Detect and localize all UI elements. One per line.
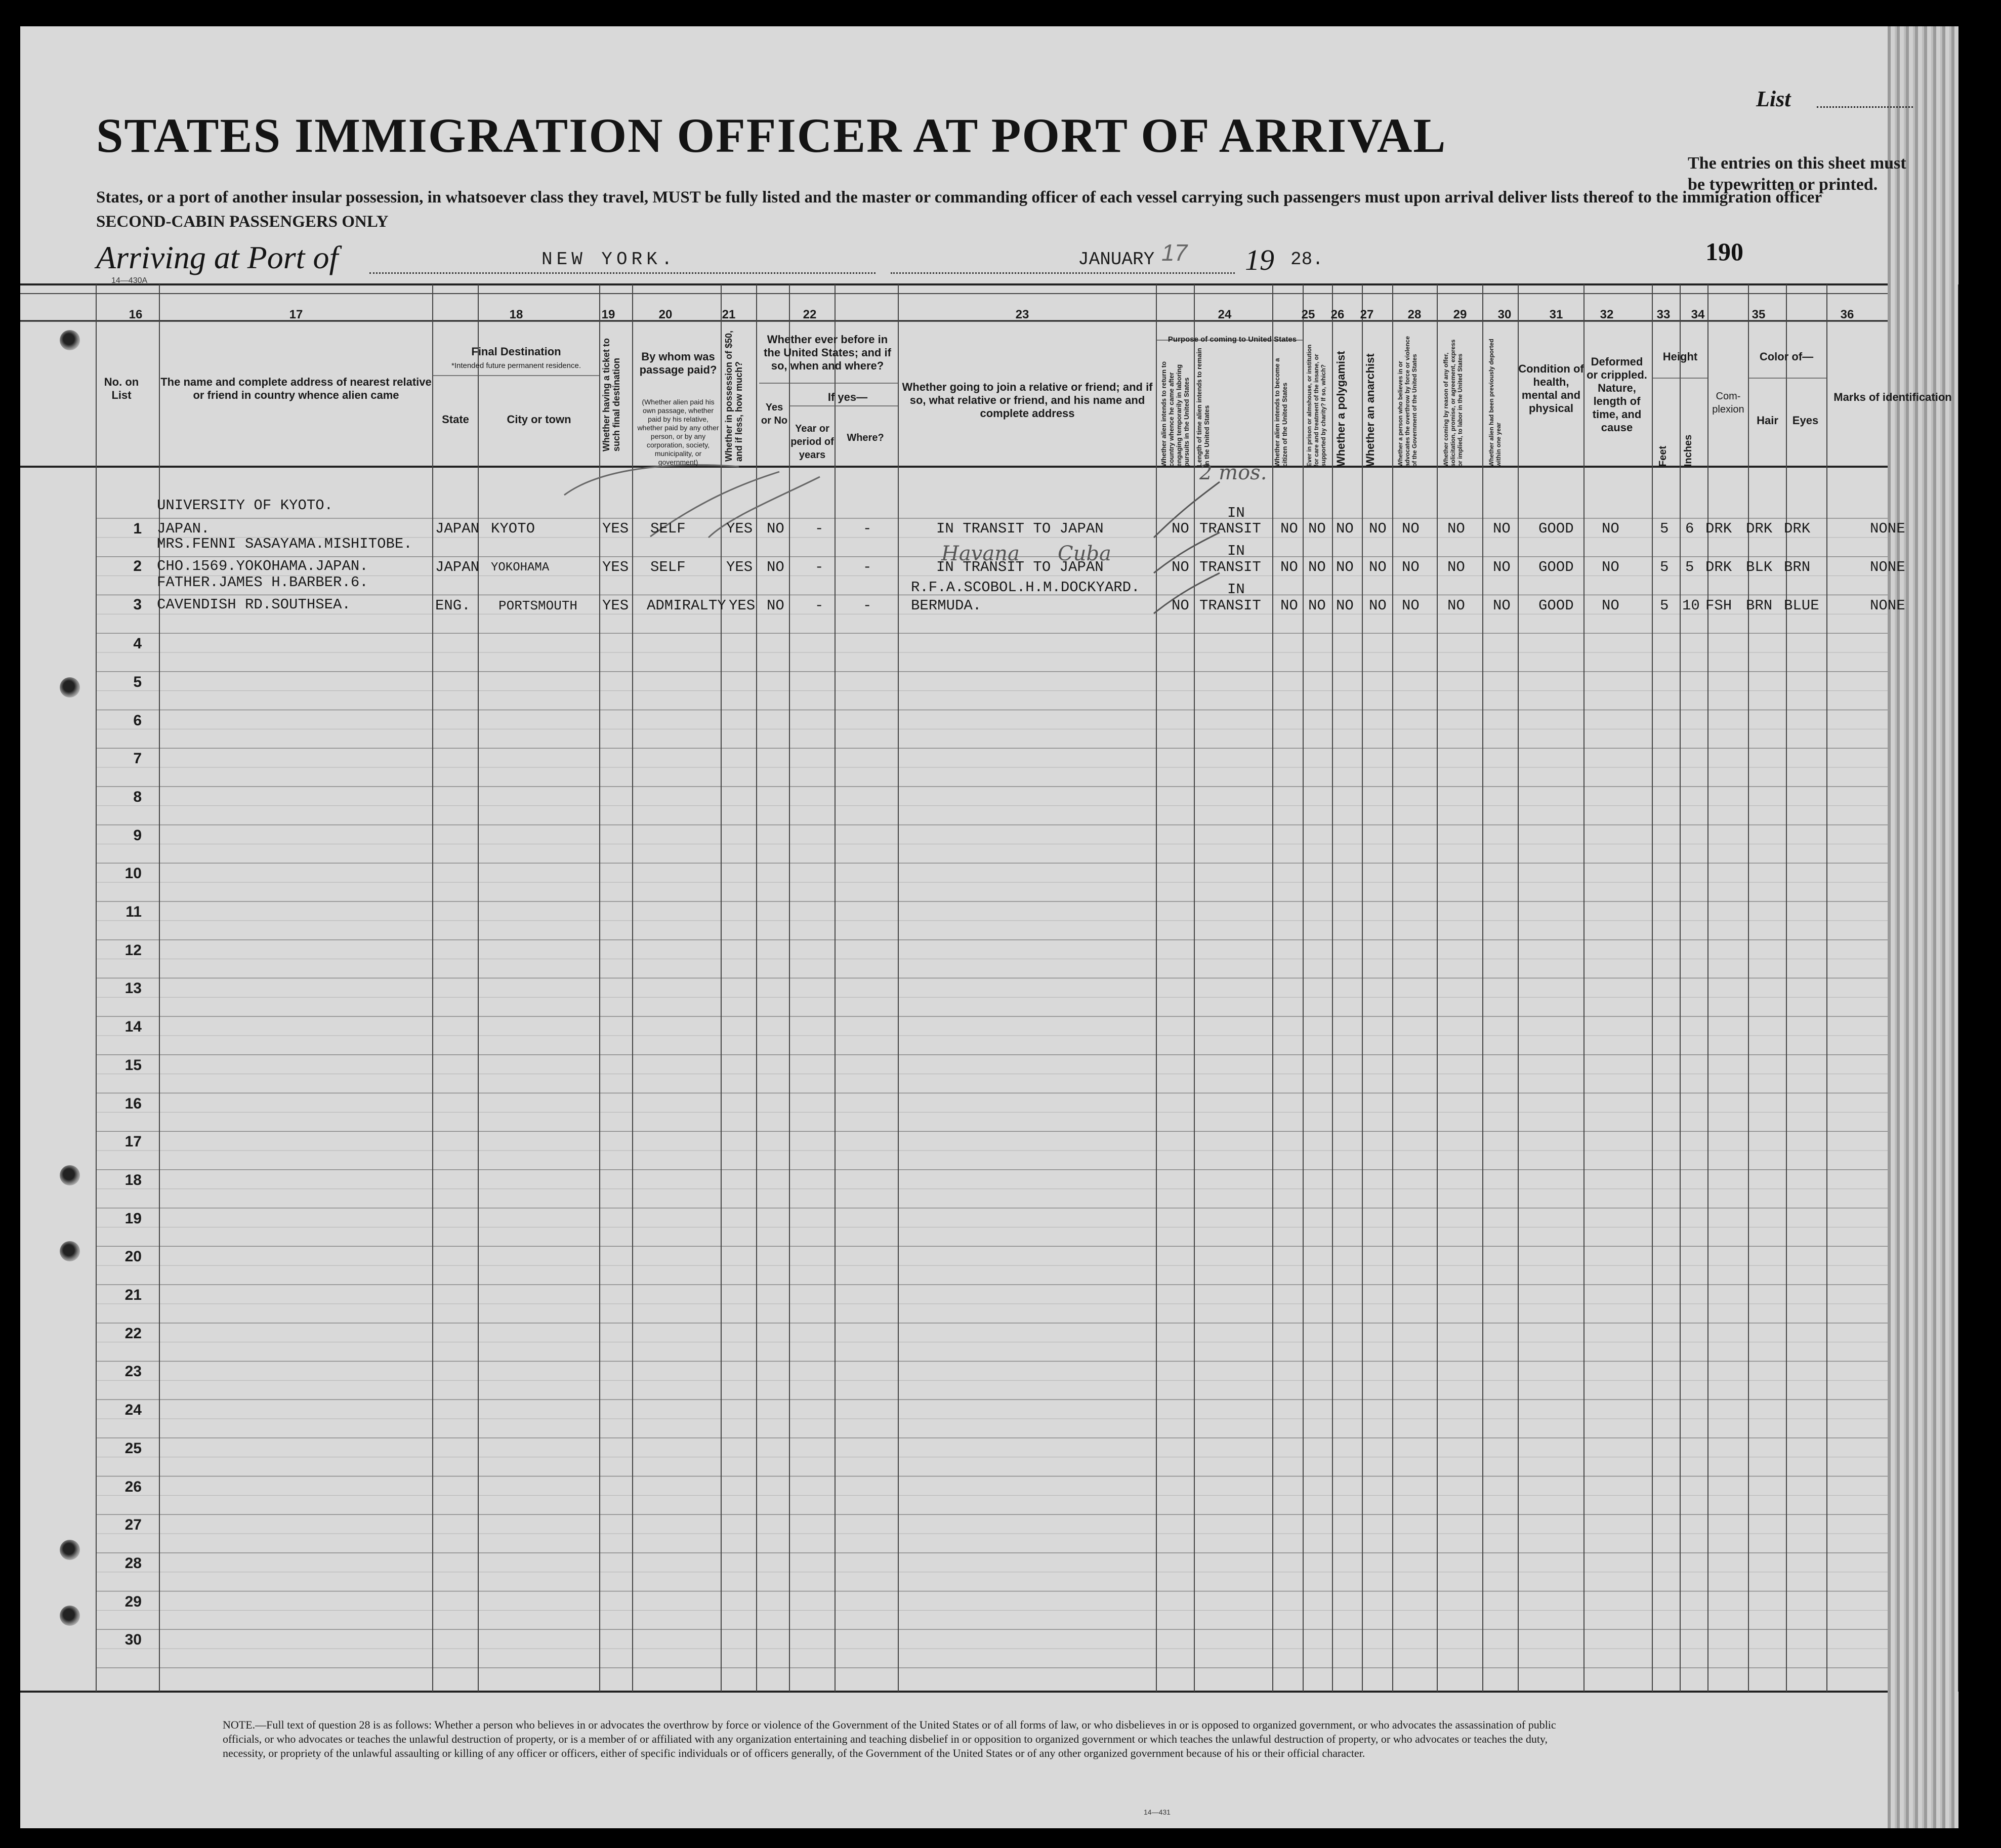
row-number: 21 bbox=[124, 1287, 142, 1303]
col-number: 35 bbox=[1752, 308, 1766, 321]
overthrow-cell: NO bbox=[1402, 597, 1420, 614]
complexion-cell: DRK bbox=[1705, 559, 1732, 576]
possession-cell: YES bbox=[729, 597, 756, 614]
overthrow-cell: NO bbox=[1402, 559, 1420, 576]
citizen-cell: NO bbox=[1280, 520, 1298, 537]
row-number: 9 bbox=[133, 827, 142, 844]
purpose-return-cell: NO bbox=[1172, 597, 1189, 614]
marks-cell: NONE bbox=[1870, 559, 1905, 576]
col-number: 26 bbox=[1330, 308, 1345, 321]
state-cell: JAPAN bbox=[435, 520, 480, 537]
header-eyes: Eyes bbox=[1792, 414, 1819, 427]
row-number: 6 bbox=[133, 712, 142, 729]
relative-address-line: JAPAN. bbox=[157, 520, 210, 537]
deformed-cell: NO bbox=[1602, 520, 1619, 537]
marks-cell: NONE bbox=[1870, 597, 1905, 614]
row-number: 7 bbox=[133, 750, 142, 767]
row-number: 24 bbox=[124, 1402, 142, 1419]
row-number: 29 bbox=[124, 1593, 142, 1610]
col-number: 27 bbox=[1360, 308, 1374, 321]
col-number: 23 bbox=[1015, 308, 1029, 321]
instructions-text: States, or a port of another insular possession, in whatsoever class they travel, MUST be fully listed and the master or commanding officer of each vessel carrying such passengers must upon arrival deliver lists thereof to the immigration officer bbox=[96, 188, 1822, 207]
hair-cell: DRK bbox=[1746, 520, 1773, 537]
citizen-cell: NO bbox=[1280, 559, 1298, 576]
row-number: 18 bbox=[124, 1171, 142, 1188]
relative-address-line: CHO.1569.YOKOHAMA.JAPAN. bbox=[157, 558, 368, 574]
prison-cell: NO bbox=[1308, 559, 1326, 576]
typed-note-line: The entries on this sheet must bbox=[1688, 154, 1906, 173]
col-number: 25 bbox=[1301, 308, 1315, 321]
row-number: 16 bbox=[124, 1095, 142, 1112]
where-cell: - bbox=[863, 559, 872, 576]
handwritten-note: 2 mos. bbox=[1199, 461, 1267, 484]
handwritten-note: Cuba bbox=[1058, 542, 1111, 565]
port-name: NEW YORK. bbox=[541, 249, 677, 270]
eyes-cell: BLUE bbox=[1784, 597, 1819, 614]
manifest-page bbox=[20, 26, 1958, 1828]
header-passage: By whom was passage paid? bbox=[639, 350, 717, 376]
labor-cell: NO bbox=[1447, 597, 1465, 614]
col-number: 34 bbox=[1691, 308, 1705, 321]
row-number: 10 bbox=[124, 865, 142, 882]
purpose-length-cell: IN bbox=[1227, 505, 1245, 521]
passage-cell: ADMIRALTY bbox=[647, 597, 726, 614]
city-cell: KYOTO bbox=[491, 520, 535, 537]
header-final-destination: Final Destination bbox=[471, 345, 561, 358]
grid-rules bbox=[20, 284, 1958, 1692]
row-number: 25 bbox=[124, 1440, 142, 1457]
ticket-cell: YES bbox=[602, 597, 629, 614]
hair-cell: BLK bbox=[1746, 559, 1773, 576]
header-polygamist: Whether a polygamist bbox=[1335, 351, 1347, 467]
row-number: 15 bbox=[124, 1056, 142, 1074]
ever-before-cell: NO bbox=[767, 559, 784, 576]
state-cell: ENG. bbox=[435, 597, 471, 614]
form-code: 14—430A bbox=[111, 276, 148, 285]
typed-note-line: be typewritten or printed. bbox=[1688, 175, 1878, 194]
header-ever-before: Whether ever before in the United States; and if so, when and where? bbox=[764, 333, 891, 372]
header-marks: Marks of identification bbox=[1833, 391, 1952, 403]
col-number: 18 bbox=[509, 308, 523, 321]
page-title: STATES IMMIGRATION OFFICER AT PORT OF ARRIVAL bbox=[96, 108, 1447, 162]
header-city: City or town bbox=[507, 413, 571, 426]
header-possession: Whether in possession of $50, and if less, how much? bbox=[724, 330, 744, 462]
row-number: 4 bbox=[133, 635, 142, 652]
row-number: 17 bbox=[124, 1133, 142, 1151]
deported-cell: NO bbox=[1493, 597, 1511, 614]
header-color-of: Color of— bbox=[1759, 350, 1814, 363]
row-number: 27 bbox=[124, 1516, 142, 1534]
header-join: Whether going to join a relative or friend; and if so, what relative or friend, and his name and complete address bbox=[902, 381, 1153, 420]
row-number: 8 bbox=[133, 788, 142, 805]
ticket-cell: YES bbox=[602, 559, 629, 576]
purpose-length-cell: IN bbox=[1227, 581, 1245, 598]
inches-cell: 10 bbox=[1682, 597, 1700, 614]
header-ticket: Whether having a ticket to such final destination bbox=[601, 338, 621, 451]
purpose-return-cell: NO bbox=[1172, 559, 1189, 576]
year-suffix: 28. bbox=[1290, 249, 1323, 270]
inches-cell: 5 bbox=[1685, 559, 1694, 576]
header-prison: Ever in prison or almshouse, or institution for care and treatment of the insane, or supported by charity? If so, which? bbox=[1306, 344, 1327, 467]
header-purpose-length: Length of time alien intends to remain in the United States bbox=[1195, 348, 1211, 467]
header-labor-offer: Whether coming by reason of any offer, solicitation, promise, or agreement, express or implied, to labor in the United States bbox=[1442, 339, 1464, 467]
ever-before-cell: NO bbox=[767, 520, 784, 537]
relative-address-line: UNIVERSITY OF KYOTO. bbox=[157, 497, 334, 514]
deported-cell: NO bbox=[1493, 559, 1511, 576]
labor-cell: NO bbox=[1447, 559, 1465, 576]
col-number: 17 bbox=[289, 308, 303, 321]
header-relative: The name and complete address of nearest relative or friend in country whence alien came bbox=[160, 376, 432, 401]
join-cell: IN TRANSIT TO JAPAN bbox=[936, 559, 1104, 576]
row-number: 2 bbox=[133, 558, 142, 574]
health-cell: GOOD bbox=[1538, 520, 1574, 537]
purpose-length-cell: TRANSIT bbox=[1199, 559, 1261, 576]
hair-cell: BRN bbox=[1746, 597, 1773, 614]
header-no-on-list: No. on List bbox=[104, 376, 139, 401]
join-cell: IN TRANSIT TO JAPAN bbox=[936, 520, 1104, 537]
header-passage-note: (Whether alien paid his own passage, whether paid by his relative, whether paid by any other person, or by any corporation, society, municipality, or government) bbox=[637, 398, 719, 466]
anarchist-cell: NO bbox=[1369, 597, 1387, 614]
header-hair: Hair bbox=[1757, 414, 1778, 427]
anarchist-cell: NO bbox=[1369, 559, 1387, 576]
feet-cell: 5 bbox=[1660, 597, 1669, 614]
header-purpose-return: Whether alien intends to return to country whence he came after engaging temporarily in laboring pursuits in the United States bbox=[1160, 361, 1190, 467]
col-number: 36 bbox=[1840, 308, 1854, 321]
health-cell: GOOD bbox=[1538, 559, 1574, 576]
anarchist-cell: NO bbox=[1369, 520, 1387, 537]
col-number: 16 bbox=[129, 308, 143, 321]
marks-cell: NONE bbox=[1870, 520, 1905, 537]
possession-cell: YES bbox=[726, 559, 753, 576]
where-cell: - bbox=[863, 597, 872, 614]
polygamist-cell: NO bbox=[1336, 597, 1354, 614]
handwritten-note: Havana bbox=[941, 542, 1020, 565]
col-number: 19 bbox=[601, 308, 615, 321]
header-where: Where? bbox=[847, 432, 884, 443]
col-number: 20 bbox=[658, 308, 673, 321]
row-number: 28 bbox=[124, 1554, 142, 1572]
row-number: 5 bbox=[133, 673, 142, 690]
purpose-length-cell: IN bbox=[1227, 543, 1245, 559]
row-number: 20 bbox=[124, 1248, 142, 1265]
purpose-length-cell: TRANSIT bbox=[1199, 597, 1261, 614]
row-number: 11 bbox=[126, 904, 142, 920]
header-complexion: Com-plexion bbox=[1712, 391, 1744, 415]
city-cell: YOKOHAMA bbox=[491, 561, 550, 574]
list-label: List bbox=[1756, 87, 1791, 111]
ticket-cell: YES bbox=[602, 520, 629, 537]
arriving-label: Arriving at Port of bbox=[96, 239, 339, 275]
arrival-day: 17 bbox=[1161, 239, 1188, 266]
col-number: 22 bbox=[803, 308, 817, 321]
row-number: 3 bbox=[133, 596, 142, 613]
eyes-cell: BRN bbox=[1784, 559, 1811, 576]
col-number: 32 bbox=[1600, 308, 1614, 321]
header-purpose: Purpose of coming to United States bbox=[1168, 335, 1297, 344]
col-number: 31 bbox=[1549, 308, 1563, 321]
period-cell: - bbox=[815, 559, 824, 576]
prison-cell: NO bbox=[1308, 520, 1326, 537]
header-yes-no: Yes or No bbox=[761, 402, 788, 426]
period-cell: - bbox=[815, 597, 824, 614]
complexion-cell: DRK bbox=[1705, 520, 1732, 537]
join-cell: BERMUDA. bbox=[911, 597, 982, 614]
deformed-cell: NO bbox=[1602, 597, 1619, 614]
labor-cell: NO bbox=[1447, 520, 1465, 537]
possession-cell: YES bbox=[726, 520, 753, 537]
row-number: 30 bbox=[124, 1631, 142, 1649]
footer-note: NOTE.—Full text of question 28 is as follows: Whether a person who believes in or advocates the overthrow by force or violence of the Government of the United States or of all forms of law, or who disbelieves in or is opposed to organized government, or who advocates the assassination of public officials, or who advocates or teaches the unlawful destruction of property, or is a member of or affiliated with any organization entertaining and teaching disbelief in or opposition to organized government or which teaches the unlawful destruction of property, or who advocates or teaches the duty, necessity, or propriety of the unlawful assaulting or killing of any officer or officers, either of specific individuals or of officers generally, of the Government of the United States or of any other organized government because of his or their official character. bbox=[223, 1718, 1556, 1759]
header-year-period: Year or period of years bbox=[790, 423, 834, 461]
overthrow-cell: NO bbox=[1402, 520, 1420, 537]
class-label: SECOND-CABIN PASSENGERS ONLY bbox=[96, 213, 389, 231]
join-cell: R.F.A.SCOBOL.H.M.DOCKYARD. bbox=[911, 579, 1140, 596]
header-if-yes: If yes— bbox=[827, 391, 868, 403]
deformed-cell: NO bbox=[1602, 559, 1619, 576]
col-number: 28 bbox=[1407, 308, 1422, 321]
feet-cell: 5 bbox=[1660, 520, 1669, 537]
relative-address-line: CAVENDISH RD.SOUTHSEA. bbox=[157, 596, 351, 613]
ever-before-cell: NO bbox=[767, 597, 784, 614]
col-number: 21 bbox=[722, 308, 736, 321]
row-number: 12 bbox=[124, 941, 142, 959]
row-number: 26 bbox=[124, 1478, 142, 1495]
col-number: 33 bbox=[1656, 308, 1671, 321]
relative-address-line: MRS.FENNI SASAYAMA.MISHITOBE. bbox=[157, 536, 412, 552]
feet-cell: 5 bbox=[1660, 559, 1669, 576]
arrival-month: JANUARY bbox=[1078, 249, 1155, 270]
period-cell: - bbox=[815, 520, 824, 537]
passage-cell: SELF bbox=[650, 559, 686, 576]
complexion-cell: FSH bbox=[1705, 597, 1732, 614]
footer-form-code: 14—431 bbox=[1144, 1808, 1171, 1816]
where-cell: - bbox=[863, 520, 872, 537]
row-number: 14 bbox=[124, 1018, 142, 1036]
prison-cell: NO bbox=[1308, 597, 1326, 614]
city-cell: PORTSMOUTH bbox=[498, 598, 578, 613]
pen-stroke bbox=[564, 465, 739, 495]
sheet-number: 190 bbox=[1705, 237, 1743, 266]
polygamist-cell: NO bbox=[1336, 520, 1354, 537]
relative-address-line: FATHER.JAMES H.BARBER.6. bbox=[157, 574, 368, 591]
purpose-return-cell: NO bbox=[1172, 520, 1189, 537]
header-health: Condition of health, mental and physical bbox=[1518, 362, 1584, 415]
manifest-grid bbox=[20, 26, 1958, 1828]
deported-cell: NO bbox=[1493, 520, 1511, 537]
col-number: 29 bbox=[1453, 308, 1467, 321]
header-deformed: Deformed or crippled. Nature, length of time, and cause bbox=[1587, 355, 1647, 434]
polygamist-cell: NO bbox=[1336, 559, 1354, 576]
header-inches: Inches bbox=[1683, 434, 1694, 467]
col-number: 30 bbox=[1497, 308, 1512, 321]
header-purpose-citizen: Whether alien intends to become a citizen of the United States bbox=[1273, 358, 1288, 467]
header-final-destination-note: *Intended future permanent residence. bbox=[451, 361, 581, 370]
header-state: State bbox=[442, 413, 469, 426]
header-height: Height bbox=[1662, 350, 1698, 363]
row-number: 19 bbox=[124, 1210, 142, 1227]
inches-cell: 6 bbox=[1685, 520, 1694, 537]
pen-stroke bbox=[708, 477, 820, 538]
citizen-cell: NO bbox=[1280, 597, 1298, 614]
health-cell: GOOD bbox=[1538, 597, 1574, 614]
col-number: 24 bbox=[1218, 308, 1232, 321]
state-cell: JAPAN bbox=[435, 559, 480, 576]
header-deported: Whether alien had been previously deported within one year bbox=[1488, 339, 1502, 467]
header-feet: Feet bbox=[1657, 445, 1669, 467]
year-prefix: 19 bbox=[1245, 243, 1274, 276]
row-number: 22 bbox=[124, 1325, 142, 1342]
row-number: 13 bbox=[124, 980, 142, 997]
header-anarchist: Whether an anarchist bbox=[1364, 353, 1377, 467]
passage-cell: SELF bbox=[650, 520, 686, 537]
header-overthrow: Whether a person who believes in or advocates the overthrow by force or violence of the Government of the United States bbox=[1397, 336, 1418, 467]
purpose-length-cell: TRANSIT bbox=[1199, 520, 1261, 537]
eyes-cell: DRK bbox=[1784, 520, 1811, 537]
row-number: 23 bbox=[124, 1363, 142, 1380]
row-number: 1 bbox=[133, 520, 142, 537]
